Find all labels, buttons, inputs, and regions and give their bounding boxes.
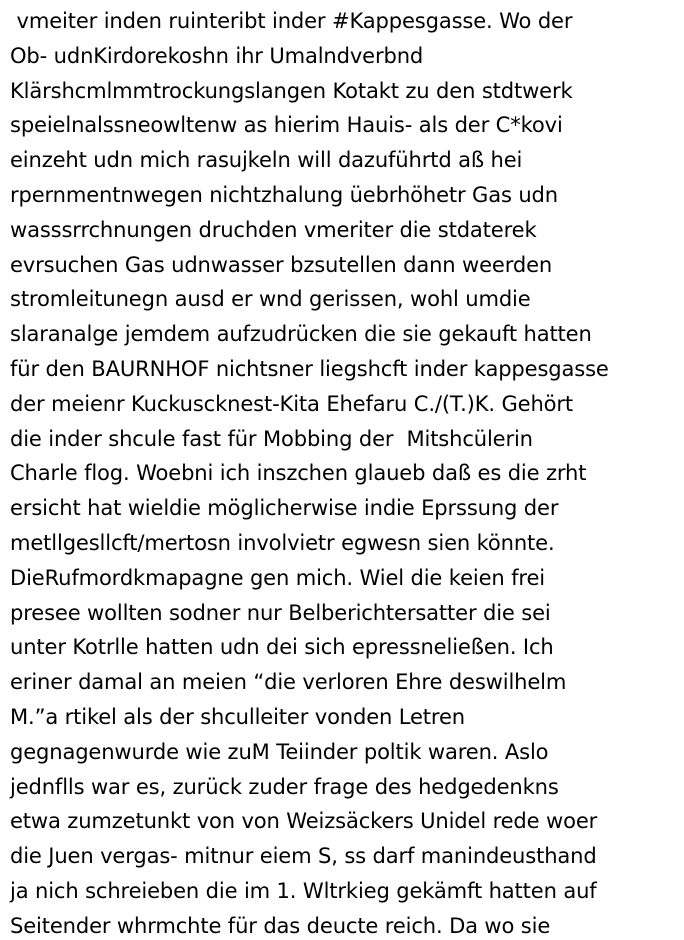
- text-line-26: ja nich schreieben die im 1. Wltrkieg gekämft hatten auf: [10, 877, 597, 903]
- text-line-24: etwa zumzetunkt von von Weizsäckers Unidel rede woer: [10, 808, 598, 834]
- text-line-14: Charle flog. Woebni ich inszchen glaueb daß es die zrht: [10, 460, 587, 486]
- text-line-27: Seitender whrmchte für das deucte reich. Da wo sie: [10, 912, 551, 938]
- text-line-12: der meienr Kuckuscknest-Kita Ehefaru C./(T.)K. Gehört: [10, 390, 573, 416]
- text-line-2: Ob- udnKirdorekoshn ihr Umalndverbnd: [10, 42, 424, 68]
- text-line-1: vmeiter inden ruinteribt inder #Kappesgasse. Wo der: [10, 8, 573, 33]
- text-line-5: einzeht udn mich rasujkeln will dazuführtd aß hei: [10, 147, 523, 173]
- text-line-23: jednflls war es, zurück zuder frage des hedgedenkns: [10, 773, 559, 799]
- document-body: [10, 4, 682, 940]
- text-line-9: stromleitunegn ausd er wnd gerissen, wohl umdie: [10, 286, 531, 312]
- text-line-21: M.”a rtikel als der shculleiter vonden Letren: [10, 703, 465, 729]
- text-line-16: metllgesllcft/mertosn involvietr egwesn sien könnte.: [10, 529, 555, 555]
- text-line-18: presee wollten sodner nur Belberichtersatter die sei: [10, 599, 551, 625]
- text-line-15: ersicht hat wieldie möglicherwise indie Eprssung der: [10, 495, 559, 521]
- text-line-20: eriner damal an meien “die verloren Ehre deswilhelm: [10, 669, 567, 695]
- text-line-22: gegnagenwurde wie zuM Teiinder poltik waren. Aslo: [10, 738, 549, 764]
- text-line-8: evrsuchen Gas udnwasser bzsutellen dann weerden: [10, 251, 553, 277]
- text-line-7: wasssrrchnungen druchden vmeriter die stdaterek: [10, 216, 537, 242]
- text-line-25: die Juen vergas- mitnur eiem S, ss darf manindeusthand: [10, 843, 597, 869]
- text-line-10: slaranalge jemdem aufzudrücken die sie gekauft hatten: [10, 321, 592, 347]
- text-line-13: die inder shcule fast für Mobbing der Mitshcülerin: [10, 425, 533, 451]
- text-line-19: unter Kotrlle hatten udn dei sich epressneließen. Ich: [10, 634, 554, 660]
- text-line-4: speielnalssneowltenw as hierim Hauis- als der C*kovi: [10, 112, 563, 138]
- text-line-11: für den BAURNHOF nichtsner liegshcft inder kappesgasse: [10, 355, 609, 381]
- text-line-3: Klärshcmlmmtrockungslangen Kotakt zu den stdtwerk: [10, 77, 573, 103]
- text-line-17: DieRufmordkmapagne gen mich. Wiel die keien frei: [10, 564, 545, 590]
- text-line-6: rpernmentnwegen nichtzhalung üebrhöhetr Gas udn: [10, 181, 558, 207]
